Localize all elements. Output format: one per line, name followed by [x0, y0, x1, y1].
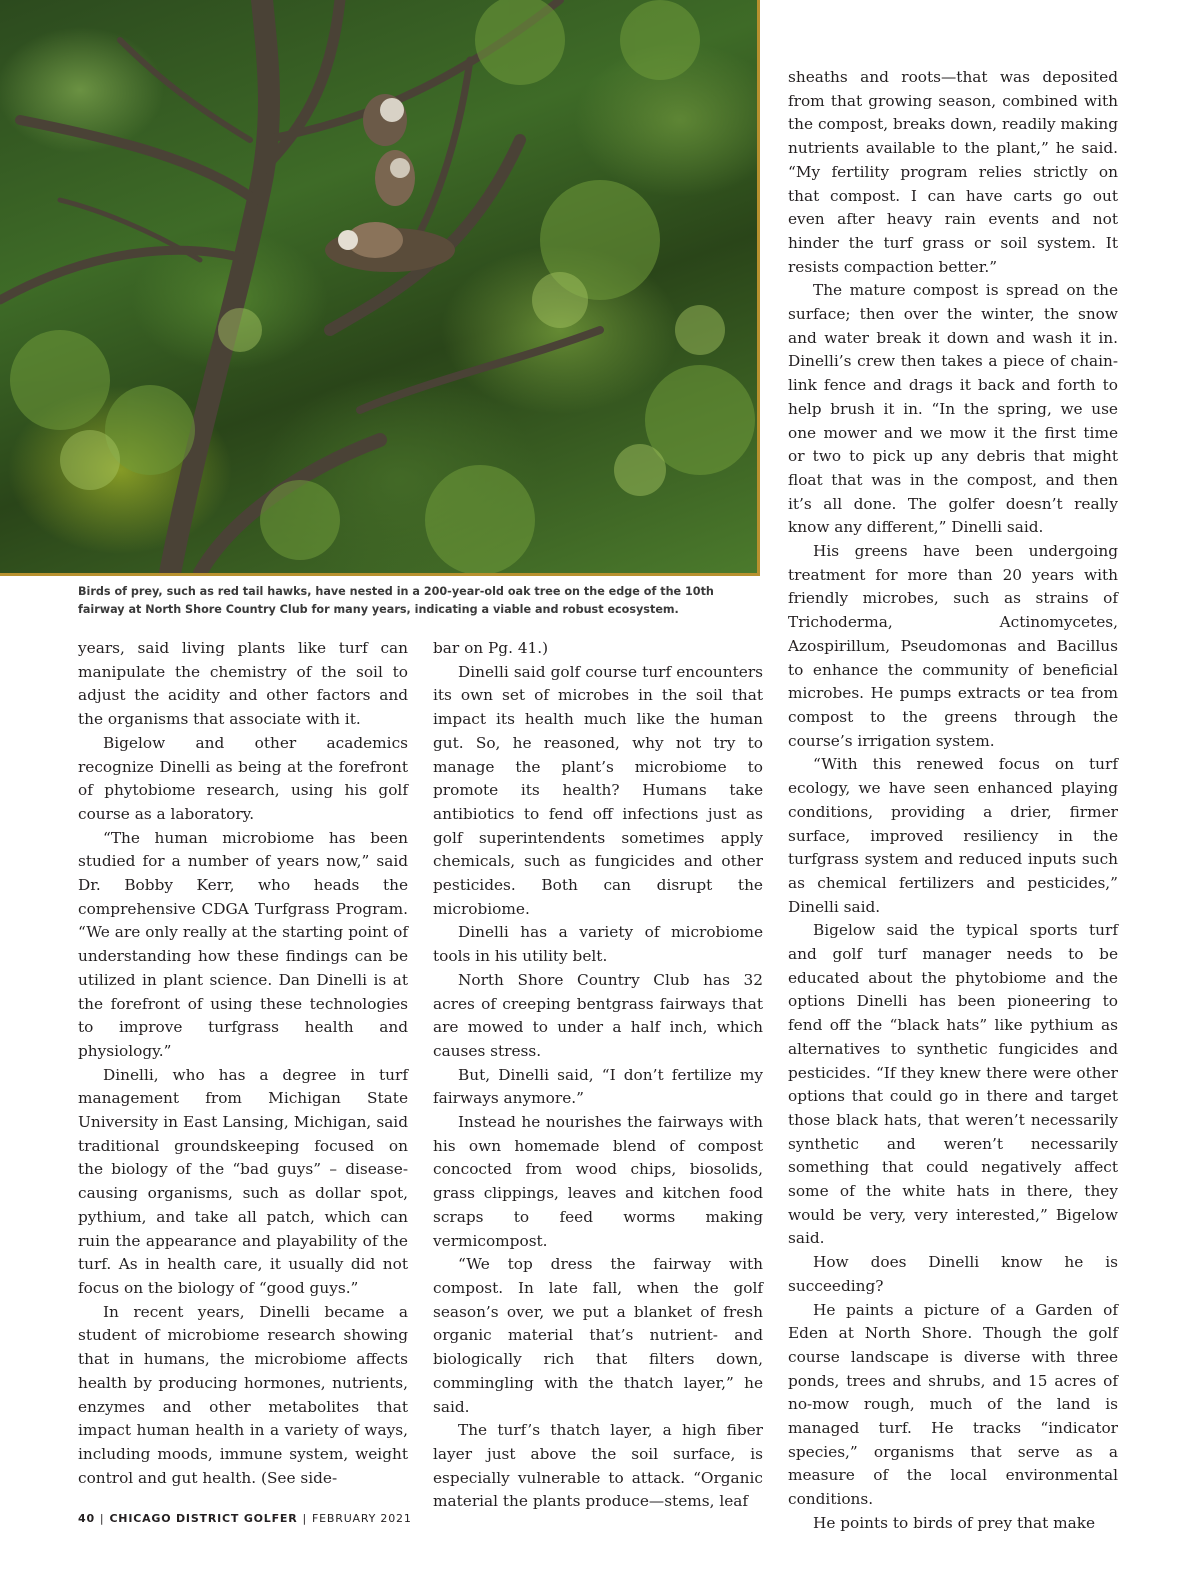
paragraph: He points to birds of prey that make — [813, 1513, 1096, 1532]
paragraph: “The human microbiome has been studied for a number of years now,” said Dr. Bobby Kerr, who heads the comprehensive CDGA Turfgrass Program. “We are only really at the starting point of understanding how these findings can be utilized in plant science. Dan Dinelli is at the forefront of using these technologies to improve turfgrass health and physiology.” — [78, 828, 408, 1060]
footer-separator: | — [99, 1512, 105, 1525]
paragraph: Dinelli, who has a degree in turf management from Michigan State University in East Lansing, Michigan, said traditional groundskeeping focused on the biology of the “bad guys” – disease-causing organisms, such as dollar spot, pythium, and take all patch, which can ruin the appearance and playability of the turf. As in health care, it usually did not focus on the biology of “good guys.” — [78, 1065, 408, 1297]
paragraph: The mature compost is spread on the surface; then over the winter, the snow and water break it down and wash it in. Dinelli’s crew then takes a piece of chain-link fence and drags it back and forth to help brush it in. “In the spring, we use one mower and we mow it the first time or two to pick up any debris that might float that was in the compost, and then it’s all done. The golfer doesn’t really know any different,” Dinelli said. — [788, 281, 1118, 537]
paragraph: sheaths and roots—that was deposited from that growing season, combined with the compost, breaks down, readily making nutrients available to the plant,” he said. “My fertility program relies strictly on that compost. I can have carts go out even after heavy rain events and not hinder the turf grass or soil system. It resists compaction better.” — [788, 68, 1118, 276]
page-footer — [78, 1512, 412, 1525]
paragraph: He paints a picture of a Garden of Eden at North Shore. Though the golf course landscape is diverse with three ponds, trees and shrubs, and 15 acres of no-mow rough, much of the land is managed turf. He tracks “indicator species,” organisms that serve as a measure of the local environmental conditions. — [788, 1300, 1118, 1509]
paragraph: His greens have been undergoing treatment for more than 20 years with friendly microbes, such as strains of Trichoderma, Actinomycetes, Azospirillum, Pseudomonas and Bacillus to enhance the community of beneficial microbes. He pumps extracts or tea from compost to the greens through the course’s irrigation system. — [788, 542, 1118, 750]
paragraph: Dinelli has a variety of microbiome tools in his utility belt. — [433, 923, 763, 966]
paragraph: Instead he nourishes the fairways with his own homemade blend of compost concocted from wood chips, biosolids, grass clippings, leaves and kitchen food scraps to feed worms making vermicompost. — [433, 1113, 763, 1250]
paragraph: “We top dress the fairway with compost. In late fall, when the golf season’s over, we put a blanket of fresh organic material that’s nutrient- and biologically rich that filters down, commingling with the thatch layer,” he said. — [433, 1255, 763, 1416]
paragraph: North Shore Country Club has 32 acres of creeping bentgrass fairways that are mowed to under a half inch, which causes stress. — [433, 970, 763, 1060]
oak-tree-illustration — [0, 0, 757, 573]
issue-date: FEBRUARY 2021 — [312, 1512, 412, 1525]
paragraph: In recent years, Dinelli became a student of microbiome research showing that in humans, the microbiome affects health by producing hormones, nutrients, enzymes and other metabolites that impact human health in a variety of ways, including moods, immune system, weight control and gut health. (See side- — [78, 1302, 408, 1487]
article-column-1 — [78, 637, 408, 1490]
paragraph: Bigelow and other academics recognize Dinelli as being at the forefront of phytobiome research, using his golf course as a laboratory. — [78, 733, 408, 823]
paragraph: Bigelow said the typical sports turf and golf turf manager needs to be educated about the phytobiome and the options Dinelli has been pioneering to fend off the “black hats” like pythium as alternatives to synthetic fungicides and pesticides. “If they knew there were other options that could go in there and target those black hats, that weren’t necessarily synthetic and weren’t necessarily something that could negatively affect some of the white hats in there, they would be very, very interested,” Bigelow said. — [788, 921, 1118, 1248]
paragraph: How does Dinelli know he is succeeding? — [788, 1253, 1118, 1295]
paragraph: Dinelli said golf course turf encounters its own set of microbes in the soil that impact its health much like the human gut. So, he reasoned, why not try to manage the plant’s microbiome to promote its health? Humans take antibiotics to fend off infections just as golf superintendents sometimes apply chemicals, such as fungicides and other pesticides. Both can disrupt the microbiome. — [433, 662, 763, 918]
paragraph: years, said living plants like turf can manipulate the chemistry of the soil to adjust the acidity and other factors and the organisms that associate with it. — [78, 639, 408, 729]
publication-name: CHICAGO DISTRICT GOLFER — [109, 1512, 298, 1525]
paragraph: “With this renewed focus on turf ecology, we have seen enhanced playing conditions, providing a drier, firmer surface, improved resiliency in the turfgrass system and reduced inputs such as chemical fertilizers and pesticides,” Dinelli said. — [788, 755, 1118, 916]
paragraph: bar on Pg. 41.) — [433, 639, 549, 657]
footer-separator: | — [302, 1512, 308, 1525]
nest-photo — [0, 0, 760, 576]
photo-caption: Birds of prey, such as red tail hawks, have nested in a 200-year-old oak tree on the edge of the 10th fairway at North Shore Country Club for many years, indicating a viable and robust ecosystem. — [78, 585, 714, 616]
page-number: 40 — [78, 1512, 95, 1525]
paragraph: The turf’s thatch layer, a high fiber layer just above the soil surface, is especially vulnerable to attack. “Organic material the plants produce—stems, leaf — [433, 1421, 763, 1511]
paragraph: But, Dinelli said, “I don’t fertilize my fairways anymore.” — [433, 1065, 763, 1108]
article-column-2 — [433, 637, 763, 1514]
article-column-3 — [788, 66, 1118, 1536]
